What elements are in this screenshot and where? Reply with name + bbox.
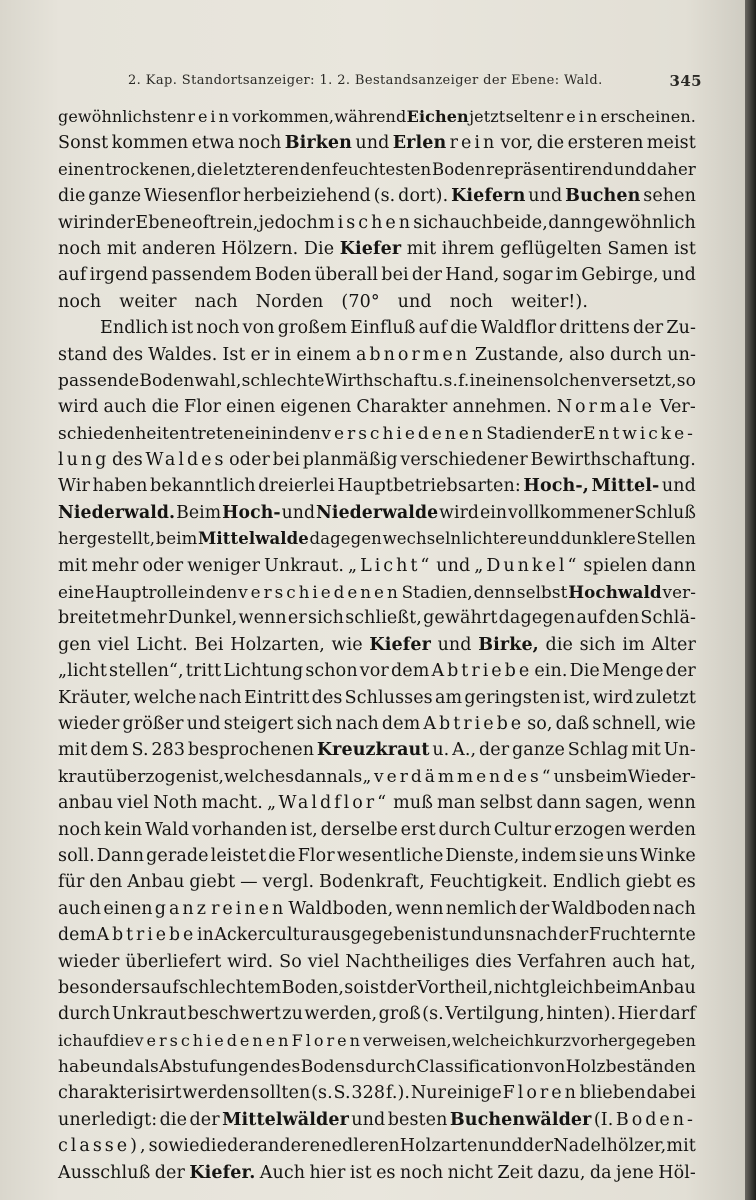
- page-number: 345: [669, 72, 702, 90]
- text-line: classe), sowie die der anderen edleren Holzarten und der Nadelhölzer, mit: [58, 1136, 696, 1157]
- text-line: schiedenheiten treten ein in den verschiedenen Stadien der Entwicke-: [58, 423, 696, 444]
- text-line: besonders auf schlechtem Boden, so ist der Vortheil, nicht gleich beim Anbau: [58, 977, 696, 998]
- text-line: habe und als Abstufungen des Bodens durch Classification von Holzbeständen: [58, 1057, 696, 1078]
- text-line: lung des Waldes oder bei planmäßig verschiedener Bewirthschaftung.: [58, 450, 696, 471]
- text-line: Kräuter, welche nach Eintritt des Schlusses am geringsten ist, wird zuletzt: [58, 687, 696, 708]
- text-line: noch weiter nach Norden (70° und noch weiter!).: [58, 291, 589, 312]
- text-line: einen trockenen, die letzteren den feuchtesten Boden repräsentirend und daher: [58, 159, 696, 179]
- text-line: Sonst kommen etwa noch Birken und Erlen rein vor, die ersteren meist: [58, 133, 696, 154]
- text-line: hergestellt, beim Mittelwalde dagegen wechseln lichtere und dunklere Stellen: [58, 529, 696, 549]
- text-line: soll. Dann gerade leistet die Flor wesentliche Dienste, indem sie uns Winke: [58, 845, 696, 866]
- text-line: unerledigt: die der Mittelwälder und besten Buchenwälder (I. Boden-: [58, 1109, 696, 1130]
- text-line: eine Hauptrolle in den verschiedenen Stadien, denn selbst Hochwald ver-: [58, 582, 696, 603]
- text-line: mit dem S. 283 besprochenen Kreuzkraut u. A., der ganze Schlag mit Un-: [58, 740, 696, 761]
- text-line: passende Bodenwahl, schlechte Wirthschaft u. s. f. in einen solchen versetzt, so: [58, 370, 696, 391]
- running-title: 2. Kap. Standortsanzeiger: 1. 2. Bestandsanzeiger der Ebene: Wald.: [128, 73, 603, 88]
- text-line: charakterisirt werden sollten (s. S. 328 f.). Nur einige Floren blieben dabei: [58, 1083, 696, 1104]
- text-line: noch kein Wald vorhanden ist, derselbe erst durch Cultur erzogen werden: [58, 819, 696, 840]
- text-line: Ausschluß der Kiefer. Auch hier ist es noch nicht Zeit dazu, da jene Höl-: [58, 1162, 696, 1183]
- text-line: anbau viel Noth macht. „Waldflor“ muß man selbst dann sagen, wenn: [58, 793, 696, 814]
- text-line: gewöhnlichsten rein vorkommen, während Eichen jetzt selten rein erscheinen.: [58, 107, 696, 126]
- text-line: auf irgend passendem Boden überall bei der Hand, sogar im Gebirge, und: [58, 265, 696, 286]
- text-line: noch mit anderen Hölzern. Die Kiefer mit ihrem geflügelten Samen ist: [58, 238, 696, 259]
- text-line: gen viel Licht. Bei Holzarten, wie Kiefer und Birke, die sich im Alter: [58, 634, 696, 655]
- text-line: mit mehr oder weniger Unkraut. „Licht“ und „Dunkel“ spielen dann: [58, 555, 696, 576]
- text-line: dem Abtriebe in Ackercultur ausgegeben ist und uns nach der Fruchternte: [58, 925, 696, 946]
- page-header: [128, 70, 702, 94]
- text-line: ich auf die verschiedenen Floren verweisen, welche ich kurz vorher gegeben: [58, 1030, 696, 1050]
- text-line: Wir haben bekanntlich dreierlei Hauptbetriebsarten: Hoch-, Mittel- und: [58, 476, 696, 497]
- text-line: wieder größer und steigert sich nach dem Abtriebe so, daß schnell, wie: [58, 713, 696, 734]
- text-line: breitet mehr Dunkel, wenn er sich schließt, gewährt dagegen auf den Schlä-: [58, 608, 696, 629]
- text-line: kraut überzogen ist, welches dann als „verdämmendes“ uns beim Wieder-: [58, 766, 696, 787]
- text-line: die ganze Wiesenflor herbeiziehend (s. dort). Kiefern und Buchen sehen: [58, 186, 696, 207]
- text-line: wird auch die Flor einen eigenen Charakter annehmen. Normale Ver-: [58, 397, 696, 418]
- body-text: [58, 104, 696, 1186]
- page-edge-shadow: [745, 0, 756, 1200]
- text-line: auch einen ganz reinen Waldboden, wenn nemlich der Waldboden nach: [58, 898, 696, 919]
- text-line: „licht stellen“, tritt Lichtung schon vor dem Abtriebe ein. Die Menge der: [58, 661, 696, 682]
- text-line: Niederwald. Beim Hoch- und Niederwalde wird ein vollkommener Schluß: [58, 502, 696, 523]
- text-line: wieder überliefert wird. So viel Nachtheiliges dies Verfahren auch hat,: [58, 951, 696, 972]
- text-line: durch Unkraut beschwert zu werden, groß (s. Vertilgung, hinten). Hier darf: [58, 1004, 696, 1025]
- text-line: für den Anbau giebt — vergl. Bodenkraft, Feuchtigkeit. Endlich giebt es: [58, 872, 696, 893]
- text-line: Endlich ist noch von großem Einfluß auf die Waldflor drittens der Zu-: [100, 318, 696, 339]
- text-line: stand des Waldes. Ist er in einem abnormen Zustande, also durch un-: [58, 344, 696, 365]
- text-line: wir in der Ebene oft rein, jedoch mischen sich auch beide, dann gewöhnlich: [58, 212, 696, 233]
